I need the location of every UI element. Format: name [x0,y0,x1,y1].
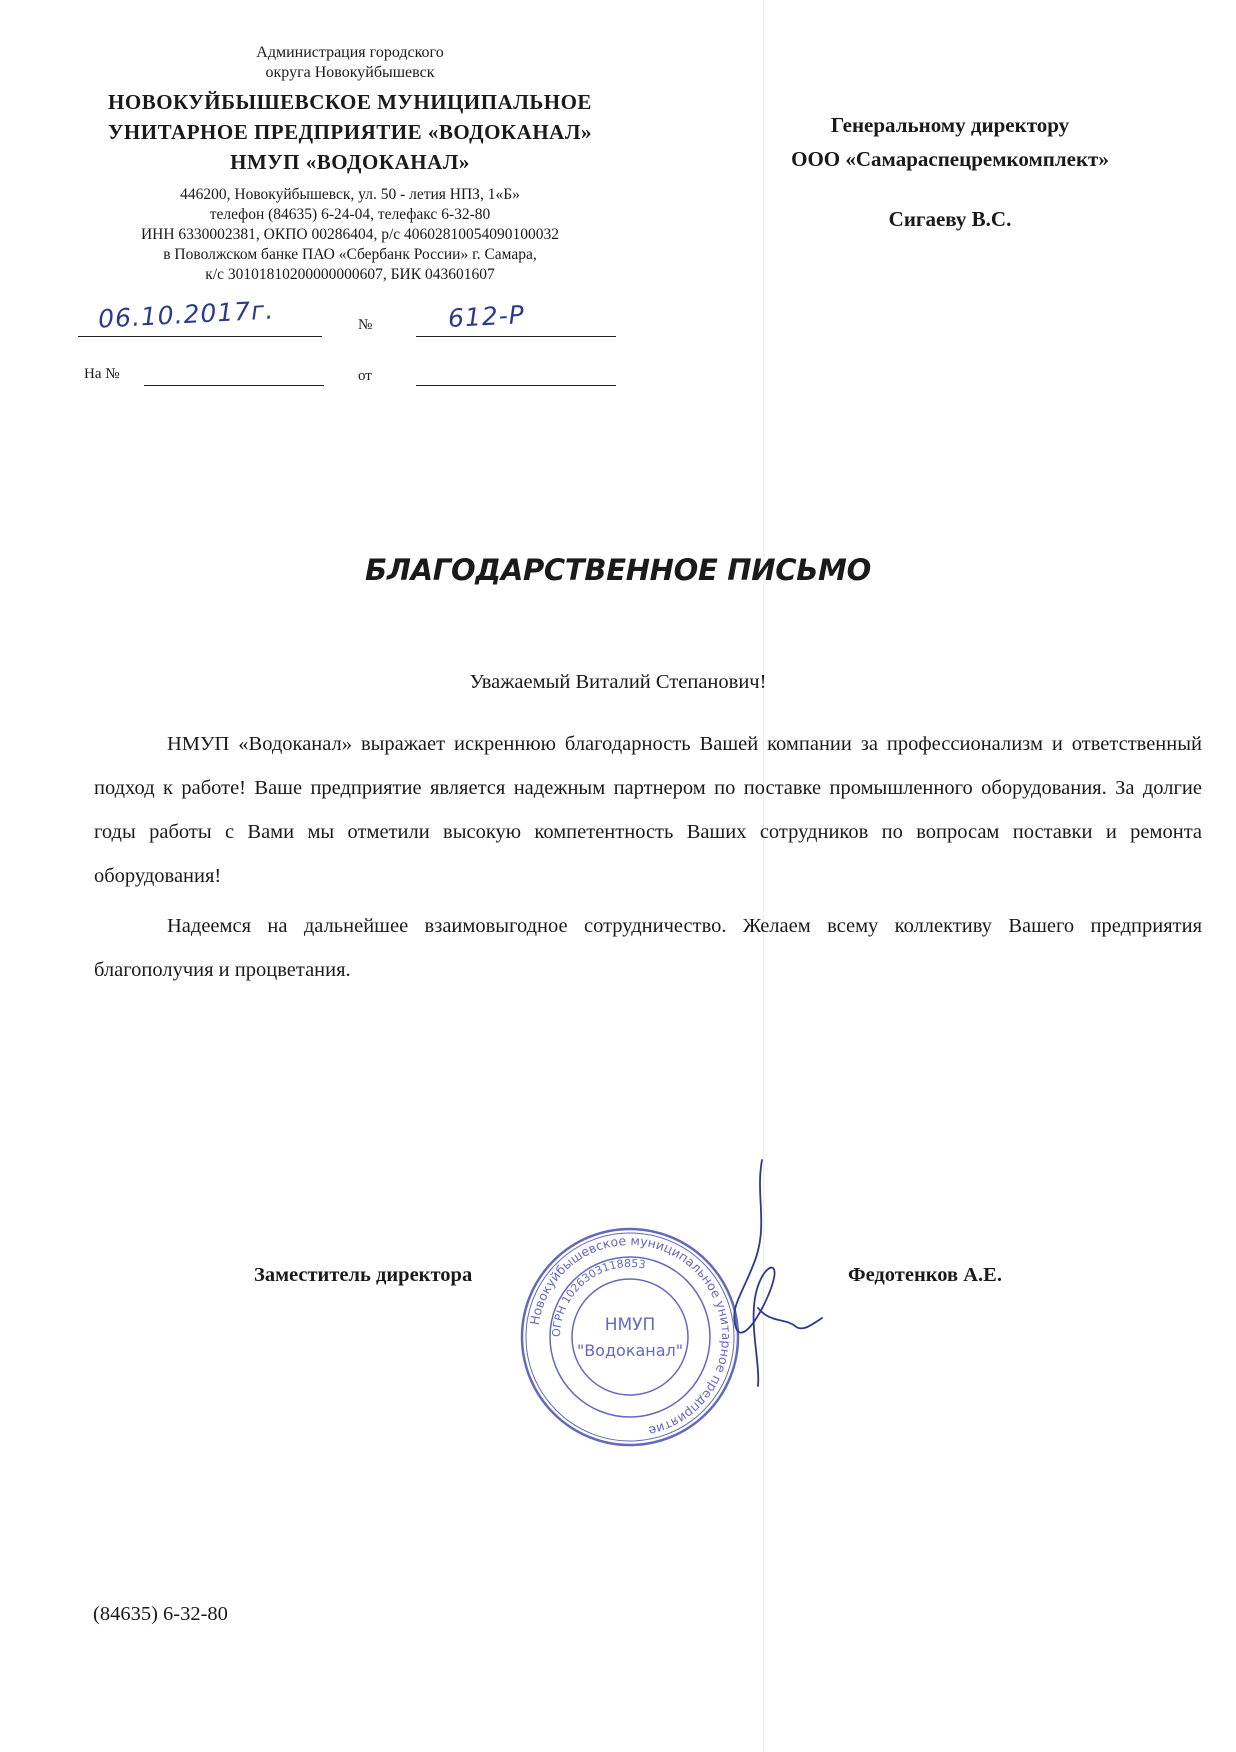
footer-phone: (84635) 6-32-80 [93,1603,228,1625]
addressee-block [690,108,1210,236]
letterhead [70,43,630,285]
letter-title: БЛАГОДАРСТВЕННОЕ ПИСЬМО [365,553,871,587]
requisite-bank: в Поволжском банке ПАО «Сбербанк России» г. Самара, [163,246,537,263]
signatory-position: Заместитель директора [254,1264,473,1286]
org-name-short: НМУП «ВОДОКАНАЛ» [230,150,470,174]
requisite-phone: телефон (84635) 6-24-04, телефакс 6-32-80 [209,206,491,223]
addressee-company: ООО «Самараспецремкомплект» [791,147,1109,171]
number-handwritten: 612-Р [447,300,526,333]
handwritten-signature [700,1158,830,1388]
paragraph-wishes: Надеемся на дальнейшее взаимовыгодное сотрудничество. Желаем всему коллективу Вашего предприятия благополучия и процветания. [94,915,1202,981]
date-handwritten: 06.10.2017г. [97,295,275,334]
stamp-outer-text: Новокуйбышевское муниципальное унитарное предприятие [526,1232,735,1439]
stamp-inner-text: ОГРН 1026303118853 [549,1256,647,1338]
administration-line-1: Администрация городского [256,44,444,61]
date-underline [78,336,322,337]
signatory-name: Федотенков А.Е. [848,1264,1002,1286]
paragraph-gratitude: НМУП «Водоканал» выражает искреннюю благодарность Вашей компании за профессионализм и ответственный подход к работе! Ваше предприятие является надежным партнером по поставке промышленного оборудования. За долгие годы работы с Вами мы отметили высокую компетентность Ваших сотрудников по вопросам поставки и ремонта оборудования! [94,733,1202,887]
org-name-line-2: УНИТАРНОЕ ПРЕДПРИЯТИЕ «ВОДОКАНАЛ» [108,120,592,144]
from-underline [416,385,616,386]
administration-line-2: округа Новокуйбышевск [265,64,435,81]
number-label: № [358,317,373,333]
letter-body [94,722,1202,992]
requisite-address: 446200, Новокуйбышевск, ул. 50 - летия НПЗ, 1«Б» [180,186,520,203]
reference-underline [144,385,324,386]
stamp-center-line-2: "Водоканал" [576,1341,684,1360]
reference-label: На № [84,366,120,382]
requisite-inn: ИНН 6330002381, ОКПО 00286404, р/с 40602810054090100032 [140,226,560,243]
requisite-bik: к/с 30101810200000000607, БИК 043601607 [205,266,495,283]
addressee-position: Генеральному директору [830,113,1070,137]
org-name-line-1: НОВОКУЙБЫШЕВСКОЕ МУНИЦИПАЛЬНОЕ [108,90,592,114]
number-underline [416,336,616,337]
stamp-center-line-1: НМУП [604,1315,656,1335]
greeting: Уважаемый Виталий Степанович! [469,671,767,693]
addressee-name: Сигаеву В.С. [888,207,1012,231]
from-label: от [358,368,372,384]
